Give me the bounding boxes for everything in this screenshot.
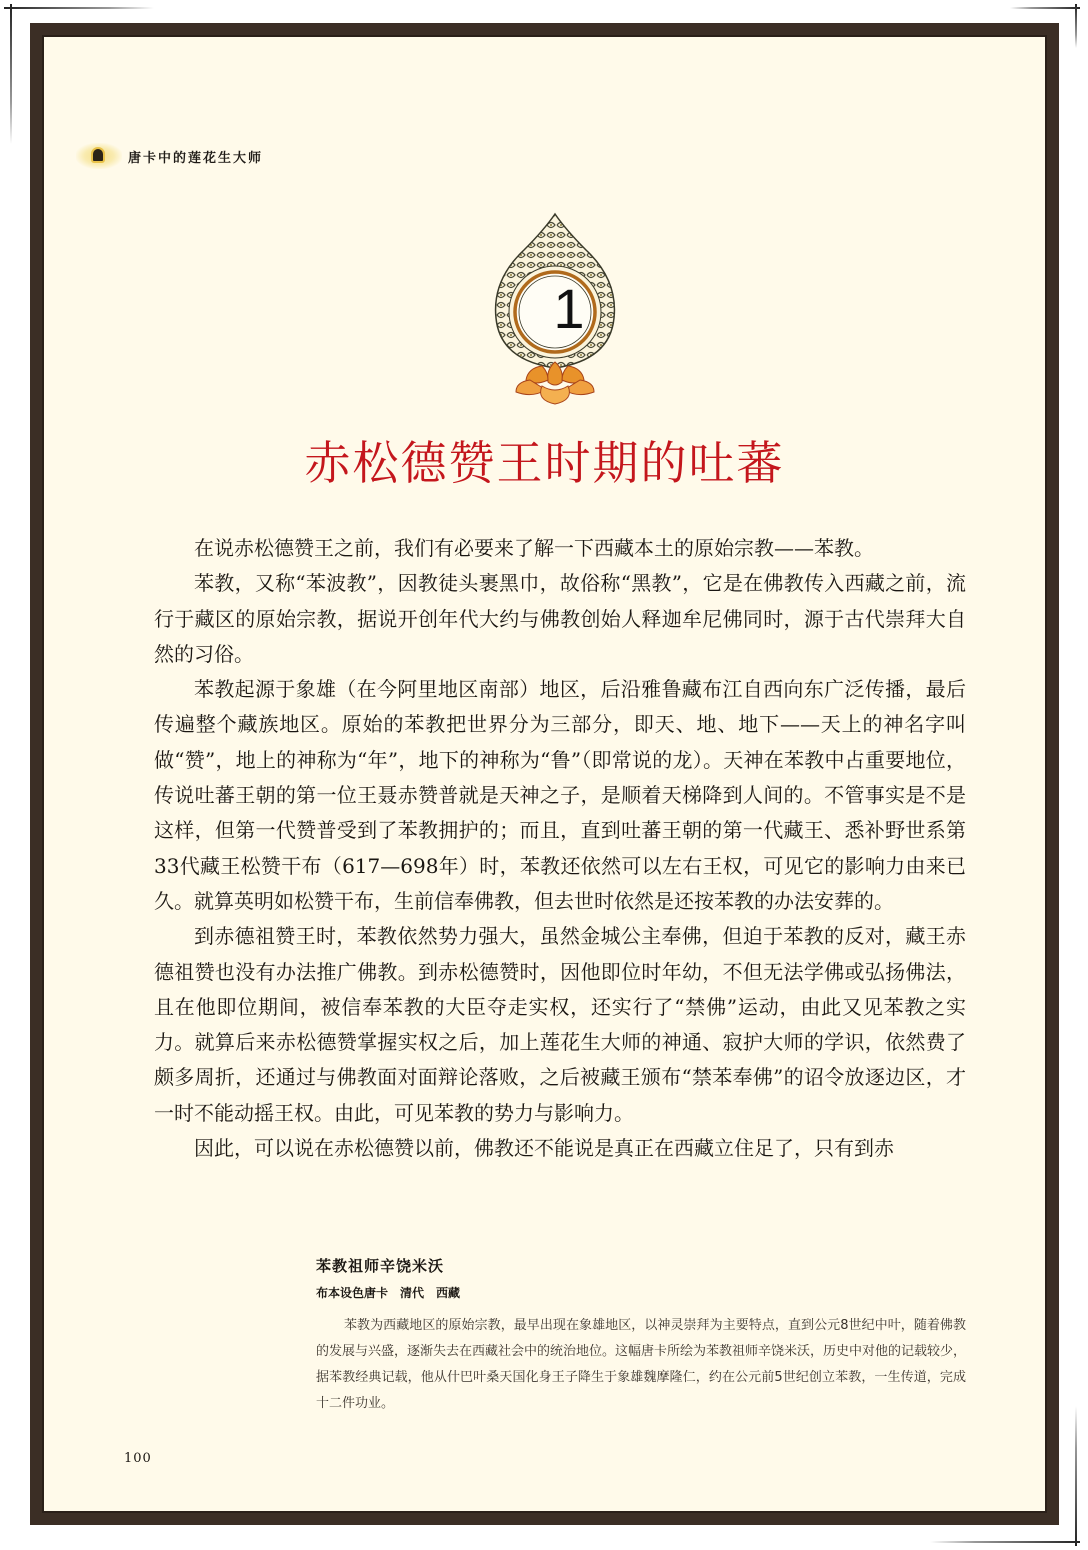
crop-mark-top-right bbox=[1010, 7, 1080, 9]
paragraph: 在说赤松德赞王之前，我们有必要来了解一下西藏本土的原始宗教——苯教。 bbox=[194, 536, 874, 560]
paragraph: 因此，可以说在赤松德赞以前，佛教还不能说是真正在西藏立住足了，只有到赤 bbox=[194, 1136, 894, 1161]
caption-subtitle: 布本设色唐卡 清代 西藏 bbox=[316, 1286, 461, 1300]
crop-mark-right-bottom bbox=[1075, 1406, 1077, 1546]
caption-text: 苯教为西藏地区的原始宗教，最早出现在象雄地区，以神灵崇拜为主要特点，直到公元8世纪中叶，随着佛教的发展与兴盛，逐渐失去在西藏社会中的统治地位。这幅唐卡所绘为苯教祖师辛饶米沃，历史中对他的记载较少，据苯教经典记载，他从什巴叶桑天国化身王子降生于象雄魏摩隆仁，约在公元前5世纪创立苯教，一生传道，完成十二件功业。 bbox=[316, 1318, 967, 1411]
paragraph: 苯教起源于象雄（在今阿里地区南部）地区，后沿雅鲁藏布江自西向东广泛传播，最后传遍整个藏族地区。原始的苯教把世界分为三部分，即天、地、地下——天上的神名字叫做“赞”，地上的神称为“年”，地下的神称为“鲁”（即常说的龙）。天神在苯教中占重要地位，传说吐蕃王朝的第一位王聂赤赞普就是天神之子，是顺着天梯降到人间的。不管事实是不是这样，但第一代赞普受到了苯教拥护的；而且，直到吐蕃王朝的第一代藏王、悉补野世系第33代藏王松赞干布（617—698年）时，苯教还依然可以左右王权，可见它的影响力由来已久。就算英明如松赞干布，生前信奉佛教，但去世时依然是还按苯教的办法安葬的。 bbox=[154, 677, 966, 913]
crop-mark-left bbox=[10, 4, 12, 144]
page-frame bbox=[30, 23, 1059, 1525]
paragraph: 到赤德祖赞王时，苯教依然势力强大，虽然金城公主奉佛，但迫于苯教的反对，藏王赤德祖赞也没有办法推广佛教。到赤松德赞时，因他即位时年幼，不但无法学佛或弘扬佛法，且在他即位期间，被信奉苯教的大臣夺走实权，还实行了“禁佛”运动，由此又见苯教之实力。就算后来赤松德赞掌握实权之后，加上莲花生大师的神通、寂护大师的学识，依然费了颇多周折，还通过与佛教面对面辩论落败，之后被藏王颁布“禁苯奉佛”的诏令放逐边区，才一时不能动摇王权。由此，可见苯教的势力与影响力。 bbox=[154, 924, 966, 1125]
running-header bbox=[76, 139, 263, 173]
caption-title: 苯教祖师辛饶米沃 bbox=[316, 1257, 445, 1275]
lotus-base bbox=[516, 362, 594, 404]
crop-mark-right-top bbox=[1075, 4, 1077, 48]
page-number: 100 bbox=[124, 1451, 152, 1466]
book-page bbox=[42, 35, 1047, 1513]
body-text bbox=[154, 531, 966, 1166]
chapter-number: 1 bbox=[553, 277, 585, 340]
padmasambhava-emblem-icon bbox=[76, 141, 126, 171]
running-title: 唐卡中的莲花生大师 bbox=[128, 150, 264, 166]
figure-caption bbox=[316, 1255, 966, 1417]
paragraph: 苯教，又称“苯波教”，因教徒头裹黑巾，故俗称“黑教”，它是在佛教传入西藏之前，流行于藏区的原始宗教，据说开创年代大约与佛教创始人释迦牟尼佛同时，源于古代崇拜大自然的习俗。 bbox=[154, 571, 966, 666]
crop-mark-bottom-right bbox=[930, 1541, 1080, 1543]
chapter-title: 赤松德赞王时期的吐蕃 bbox=[304, 436, 785, 490]
crop-mark-top-left bbox=[4, 7, 154, 9]
